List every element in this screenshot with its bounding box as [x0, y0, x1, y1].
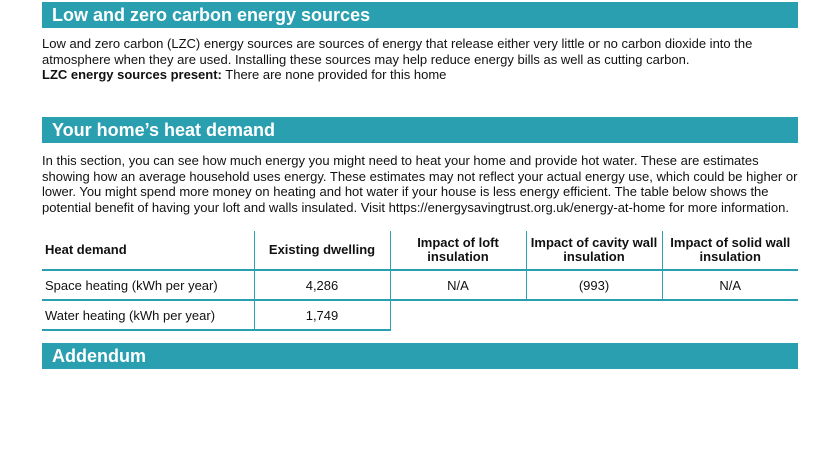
table-cell [662, 300, 798, 330]
table-cell: N/A [662, 270, 798, 300]
section-header-addendum: Addendum [42, 343, 798, 369]
table-cell: Space heating (kWh per year) [42, 270, 254, 300]
table-cell [526, 300, 662, 330]
table-header-row [42, 231, 798, 270]
table-cell: N/A [390, 270, 526, 300]
table-header: Impact of cavity wall insulation [526, 231, 662, 270]
lzc-description [42, 36, 798, 83]
table-cell [390, 300, 526, 330]
table-cell: 4,286 [254, 270, 390, 300]
heat-demand-description: In this section, you can see how much energy you might need to heat your home and provide hot water. These are estimates showing how an average household uses energy. These estimates may not reflect your actual energy use, which could be higher or lower. You might spend more money on heating and hot water if your house is less energy efficient. The table below shows the potential benefit of having your loft and walls insulated. Visit https://energysavingtrust.org.uk/energy-at-home for more information. [42, 153, 798, 215]
lzc-body: Low and zero carbon (LZC) energy sources are sources of energy that release either very little or no carbon dioxide into the atmosphere when they are used. Installing these sources may help reduce energy bills as well as cutting carbon. [42, 36, 753, 67]
table-cell: Water heating (kWh per year) [42, 300, 254, 330]
section-header-lzc: Low and zero carbon energy sources [42, 2, 798, 28]
table-row [42, 300, 798, 330]
section-header-heat-demand: Your home’s heat demand [42, 117, 798, 143]
table-cell: (993) [526, 270, 662, 300]
heat-demand-table [42, 231, 798, 331]
lzc-present-value: There are none provided for this home [225, 67, 447, 82]
table-header: Existing dwelling [254, 231, 390, 270]
table-cell: 1,749 [254, 300, 390, 330]
table-header: Impact of loft insulation [390, 231, 526, 270]
table-header: Impact of solid wall insulation [662, 231, 798, 270]
lzc-present-label: LZC energy sources present: [42, 67, 222, 82]
table-header: Heat demand [42, 231, 254, 270]
table-row [42, 270, 798, 300]
